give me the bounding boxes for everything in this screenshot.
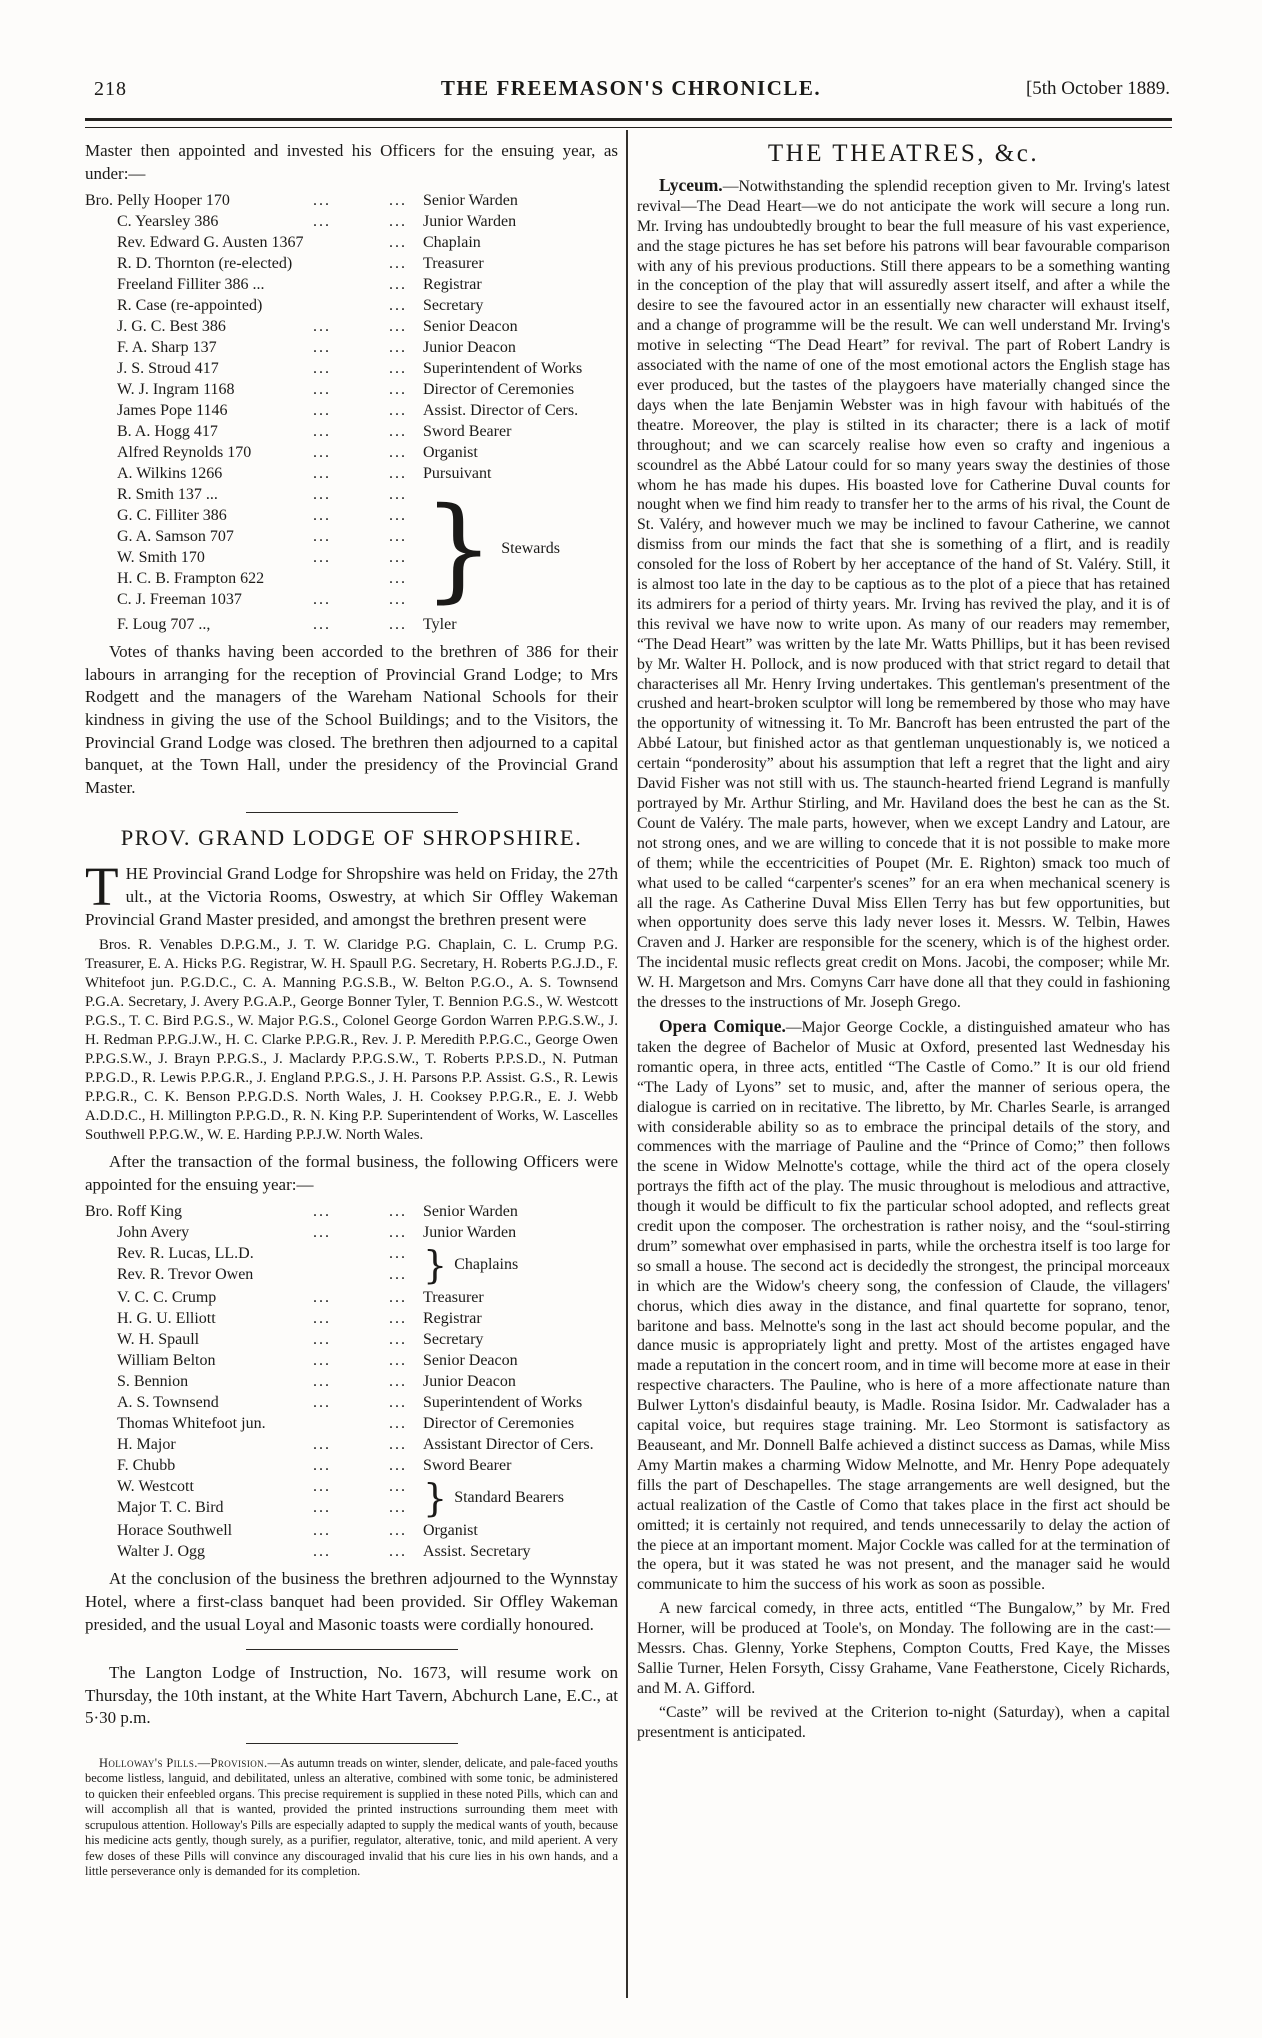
- chaplain-row: [85, 1264, 423, 1285]
- leader-dots: ...: [313, 381, 331, 399]
- officer-row: [85, 1371, 618, 1392]
- officer-role: Director of Ceremonies: [423, 381, 575, 399]
- officer-name: Freeland Filliter 386 ...: [117, 276, 265, 294]
- leader-dots: ...: [389, 213, 407, 231]
- shropshire-intro-paragraph: [85, 856, 618, 931]
- officer-name: R. Smith 137 ...: [117, 486, 218, 504]
- officer-row: [85, 400, 618, 421]
- officer-rows: [85, 1520, 618, 1562]
- leader-dots: ...: [389, 507, 407, 525]
- leader-dots: ...: [389, 591, 407, 609]
- leader-dots: ...: [389, 549, 407, 567]
- leader-dots: ...: [389, 1331, 407, 1349]
- officer-name: R. Case (re-appointed): [117, 297, 263, 315]
- leader-dots: ...: [389, 1203, 407, 1221]
- drop-cap: T: [85, 856, 119, 918]
- officer-name: J. G. C. Best 386: [117, 318, 226, 336]
- officer-name: Roff King: [117, 1203, 183, 1221]
- holloways-pills-ad: [85, 1756, 618, 1880]
- leader-dots: ...: [389, 1224, 407, 1242]
- theatres-heading: THE THEATRES, &c.: [767, 140, 1040, 167]
- officer-name: G. A. Samson 707: [117, 528, 234, 546]
- officer-name: W. H. Spaull: [117, 1331, 200, 1349]
- masthead-title: THE FREEMASON'S CHRONICLE.: [440, 76, 822, 100]
- opera-comique-paragraph: [637, 1017, 1170, 1595]
- officer-role: Senior Warden: [423, 192, 518, 210]
- leader-dots: ...: [313, 1373, 331, 1391]
- standard-bearer-row: [85, 1497, 423, 1518]
- leader-dots: ...: [313, 1289, 331, 1307]
- leader-dots: ...: [389, 381, 407, 399]
- officer-row: [85, 295, 618, 316]
- leader-dots: ...: [389, 1543, 407, 1561]
- page-number: 218: [94, 78, 127, 100]
- officer-role: Senior Deacon: [423, 1352, 518, 1370]
- leader-dots: ...: [389, 276, 407, 294]
- stewards-names: [85, 484, 423, 614]
- leader-dots: ...: [313, 1310, 331, 1328]
- leader-dots: ...: [389, 570, 407, 588]
- leader-dots: ...: [389, 1478, 407, 1496]
- leader-dots: ...: [313, 1203, 331, 1221]
- officer-name: John Avery: [117, 1224, 190, 1242]
- shropshire-intro-text: HE Provincial Grand Lodge for Shropshire was held on Friday, the 27th ult., at the Victoria Rooms, Oswestry, at which Sir Offley Wakeman Provincial Grand Master presided, and amongst the brethren present were: [85, 864, 618, 929]
- dorset-officers-list: [85, 190, 618, 635]
- officer-name: Rev. Edward G. Austen 1367: [117, 234, 304, 252]
- officer-name: A. S. Townsend: [117, 1394, 219, 1412]
- lyceum-text: —Notwithstanding the splendid reception given to Mr. Irving's latest revival—The Dead Heart—we do not anticipate the work will secure a long run. Mr. Irving has undoubtedly brought to bear the full measure of his vast experience, and the stage pictures he has set before his patrons will bear favourable comparison with any of his previous productions. Still there appears to be a something wanting in the conception of the play that will assuredly assert itself, and after a while the desire to see the favoured actor in an essentially new character will exhaust itself, and a change of programme will be the result. We can well understand Mr. Irving's motive in selecting “The Dead Heart” for revival. The part of Robert Landry is associated with the name of one of the most emotional actors the English stage has ever produced, but the tastes of the playgoers have materially changed since the days when the late Benjamin Webster was in high favour with habitués of the theatre. Moreover, the play is stilted in its character; there is a lack of motif throughout; and we can scarcely realise how even so crafty and ingenious a scoundrel as the Abbé Latour could for so many years sway the destinies of those whom he has made his dupes. His boasted love for Catherine Duval counts for nought when we find him ready to transfer her to the arms of his rival, the Count de St. Valéry, and however much we may be inclined to favour Catherine, we cannot dismiss from our minds the fact that she is something of a flirt, and is readily consoled for the loss of Robert by her acceptance of the hand of St. Valéry. Still, it is almost too late in the day to be captious as to the plot of a piece that has retained its admirers for a period of thirty years. Mr. Irving has revived the play, and it is of this revival we have now to write upon. As many of our readers may remember, “The Dead Heart” was written by the late Mr. Watts Phillips, but it has been revised by Mr. Walter H. Pollock, and is now produced with that strict regard to detail that characterises all Mr. Henry Irving undertakes. This gentleman's presentment of the crushed and heart-broken sculptor will long be remembered by those who may have the opportunity of witnessing it. To Mr. Bancroft has been entrusted the part of the Abbé Latour, but finished actor as that gentleman unquestionably is, we noticed a certain “ponderosity” about his assumption that left a regret that the light and airy David Fisher was not still with us. The staunch-hearted friend Legrand is manfully portrayed by Mr. Arthur Stirling, and Mr. Haviland does the best he can as the St. Count de Valéry. The male parts, however, when we except Landry and Latour, are not strong ones, and we are willing to concede that it is not possible to make more of them; while the eccentricities of Poupet (Mr. E. Righton) smack too much of what used to be called “carpenter's scenes” for an era when mechanical scenery is all the rage. As Catherine Duval Miss Ellen Terry has but few opportunities, but when opportunity does serve this lady never loses it. Messrs. W. Telbin, Hawes Craven and J. Harker are responsible for the scenery, which is of the highest order. The incidental music reflects great credit on Mons. Jacobi, the composer; while Mr. W. H. Margetson and Mrs. Comyns Carr have done all that they could in fashioning the dresses to the instructions of Mr. Joseph Grego.: [637, 177, 1170, 1012]
- standard-bearers-brace: }: [423, 1476, 448, 1521]
- officer-rows: [85, 1287, 618, 1476]
- officer-role: Secretary: [423, 297, 484, 315]
- officer-row: [85, 379, 618, 400]
- leader-dots: ...: [389, 1266, 407, 1284]
- officer-row: [85, 1541, 618, 1562]
- officer-role: Treasurer: [423, 1289, 484, 1307]
- steward-row: [85, 505, 423, 526]
- officer-role: Sword Bearer: [423, 423, 512, 441]
- lyceum-paragraph: [637, 176, 1170, 1013]
- officer-role: Junior Warden: [423, 213, 517, 231]
- standard-bearers-group: [85, 1476, 618, 1520]
- officer-role: Registrar: [423, 1310, 482, 1328]
- leader-dots: ...: [313, 1394, 331, 1412]
- officer-role: Organist: [423, 444, 478, 462]
- officer-row: [85, 463, 618, 484]
- stewards-group: [85, 484, 618, 614]
- issue-date: [5th October 1889.: [1025, 78, 1170, 99]
- leader-dots: ...: [313, 1436, 331, 1454]
- officer-row: [85, 358, 618, 379]
- chaplains-brace: }: [423, 1243, 448, 1288]
- officer-role: Sword Bearer: [423, 1457, 512, 1475]
- officer-role: Superintendent of Works: [423, 360, 583, 378]
- leader-dots: ...: [313, 1522, 331, 1540]
- officer-role: Organist: [423, 1522, 478, 1540]
- leader-dots: ...: [313, 444, 331, 462]
- leader-dots: ...: [313, 486, 331, 504]
- leader-dots: ...: [313, 360, 331, 378]
- officer-name: H. G. U. Elliott: [117, 1310, 216, 1328]
- leader-dots: ...: [313, 1499, 331, 1517]
- steward-row: [85, 589, 423, 610]
- officer-name: H. Major: [117, 1436, 176, 1454]
- leader-dots: ...: [389, 1415, 407, 1433]
- officer-name: F. Loug 707 ..,: [117, 616, 211, 634]
- officer-row: [85, 1287, 618, 1308]
- officer-name: Rev. R. Lucas, LL.D.: [117, 1245, 254, 1263]
- leader-dots: ...: [389, 465, 407, 483]
- officer-prefix: Bro.: [85, 192, 113, 210]
- officer-name: C. Yearsley 386: [117, 213, 219, 231]
- leader-dots: ...: [389, 255, 407, 273]
- chaplains-label: Chaplains: [454, 1256, 519, 1274]
- officer-role: Director of Ceremonies: [423, 1415, 575, 1433]
- officer-name: W. Westcott: [117, 1478, 194, 1496]
- leader-dots: ...: [313, 1543, 331, 1561]
- leader-dots: ...: [313, 1478, 331, 1496]
- officer-role: Assist. Director of Cers.: [423, 402, 579, 420]
- officer-row: [85, 614, 618, 635]
- stewards-label: Stewards: [501, 540, 560, 558]
- officer-role: Secretary: [423, 1331, 484, 1349]
- officer-row: [85, 1201, 618, 1222]
- leader-dots: ...: [313, 1224, 331, 1242]
- officer-name: Rev. R. Trevor Owen: [117, 1266, 254, 1284]
- officer-name: A. Wilkins 1266: [117, 465, 223, 483]
- right-column: [637, 140, 1170, 1743]
- officer-role: Chaplain: [423, 234, 481, 252]
- leader-dots: ...: [313, 1331, 331, 1349]
- langton-lodge-paragraph: The Langton Lodge of Instruction, No. 1673, will resume work on Thursday, the 10th instant, at the White Hart Tavern, Abchurch Lane, E.C., at 5·30 p.m.: [85, 1663, 618, 1728]
- leader-dots: ...: [313, 192, 331, 210]
- leader-dots: ...: [313, 465, 331, 483]
- officer-row: [85, 1308, 618, 1329]
- officer-row: [85, 1413, 618, 1434]
- officer-name: W. J. Ingram 1168: [117, 381, 235, 399]
- officer-name: F. Chubb: [117, 1457, 176, 1475]
- header-rule: [85, 118, 1172, 128]
- officer-name: James Pope 1146: [117, 402, 228, 420]
- leader-dots: ...: [389, 1394, 407, 1412]
- officer-name: R. D. Thornton (re-elected): [117, 255, 293, 273]
- leader-dots: ...: [313, 549, 331, 567]
- leader-dots: ...: [389, 360, 407, 378]
- leader-dots: ...: [389, 402, 407, 420]
- officer-role: Assist. Secretary: [423, 1543, 531, 1561]
- officers-intro-paragraph: Master then appointed and invested his Officers for the ensuing year, as under:—: [85, 141, 618, 183]
- leader-dots: ...: [389, 1289, 407, 1307]
- officer-row: [85, 1455, 618, 1476]
- chaplain-row: [85, 1243, 423, 1264]
- standard-bearers-names: [85, 1476, 423, 1520]
- leader-dots: ...: [313, 591, 331, 609]
- officer-role: Superintendent of Works: [423, 1394, 583, 1412]
- steward-row: [85, 568, 423, 589]
- officer-name: W. Smith 170: [117, 549, 205, 567]
- officer-role: Junior Deacon: [423, 1373, 516, 1391]
- officer-row: [85, 1222, 618, 1243]
- left-column: [85, 140, 618, 1880]
- officer-row: [85, 1520, 618, 1541]
- shropshire-officers-list: [85, 1201, 618, 1562]
- leader-dots: ...: [389, 444, 407, 462]
- officer-name: J. S. Stroud 417: [117, 360, 219, 378]
- bungalow-paragraph: A new farcical comedy, in three acts, entitled “The Bungalow,” by Mr. Fred Horner, will be produced at Toole's, on Monday. The following are in the cast:—Messrs. Chas. Glenny, Yorke Stephens, Compton Coutts, Fred Kaye, the Misses Sallie Turner, Helen Forsyth, Cissy Grahame, Vane Featherstone, Cicely Richards, and M. A. Gifford.: [637, 1600, 1170, 1697]
- leader-dots: ...: [389, 1457, 407, 1475]
- steward-row: [85, 484, 423, 505]
- leader-dots: ...: [389, 318, 407, 336]
- leader-dots: ...: [313, 339, 331, 357]
- votes-of-thanks-paragraph: Votes of thanks having been accorded to the brethren of 386 for their labours in arranging for the reception of Provincial Grand Lodge; to Mrs Rodgett and the managers of the Wareham National Schools for their kindness in giving the use of the School Buildings; and to the Visitors, the Provincial Grand Lodge was closed. The brethren then adjourned to a capital banquet, at the Town Hall, under the presidency of the Provincial Grand Master.: [85, 642, 618, 797]
- officer-name: F. A. Sharp 137: [117, 339, 217, 357]
- leader-dots: ...: [313, 318, 331, 336]
- after-business-paragraph: After the transaction of the formal business, the following Officers were appointed for the ensuing year:—: [85, 1152, 618, 1194]
- leader-dots: ...: [389, 528, 407, 546]
- officer-name: Horace Southwell: [117, 1522, 233, 1540]
- officer-row: [85, 421, 618, 442]
- lyceum-lead: Lyceum.: [659, 174, 723, 195]
- leader-dots: ...: [389, 616, 407, 634]
- caste-paragraph: “Caste” will be revived at the Criterion to-night (Saturday), when a capital presentment is anticipated.: [637, 1703, 1170, 1741]
- officer-row: [85, 253, 618, 274]
- leader-dots: ...: [313, 528, 331, 546]
- officer-row: [85, 190, 618, 211]
- leader-dots: ...: [389, 486, 407, 504]
- opera-comique-lead: Opera Comique.: [659, 1015, 786, 1036]
- leader-dots: ...: [389, 339, 407, 357]
- leader-dots: ...: [313, 507, 331, 525]
- chaplains-group: [85, 1243, 618, 1287]
- officer-name: S. Bennion: [117, 1373, 189, 1391]
- leader-dots: ...: [313, 1352, 331, 1370]
- officer-name: Alfred Reynolds 170: [117, 444, 252, 462]
- officer-row: [85, 337, 618, 358]
- leader-dots: ...: [389, 1499, 407, 1517]
- leader-dots: ...: [389, 1310, 407, 1328]
- officer-role: Treasurer: [423, 255, 484, 273]
- leader-dots: ...: [313, 1457, 331, 1475]
- leader-dots: ...: [389, 1522, 407, 1540]
- officer-row: [85, 232, 618, 253]
- section-divider: [246, 812, 458, 813]
- leader-dots: ...: [389, 234, 407, 252]
- officer-name: V. C. C. Crump: [117, 1289, 217, 1307]
- leader-dots: ...: [313, 213, 331, 231]
- opera-comique-text: —Major George Cockle, a distinguished amateur who has taken the degree of Bachelor of Music at Oxford, presented last Wednesday his romantic opera, in three acts, entitled “The Castle of Como.” It is our old friend “The Lady of Lyons” set to music, and, after the manner of serious opera, the dialogue is carried on in recitative. The libretto, by Mr. Charles Searle, is arranged with considerable ability so as to embrace the principal details of the story, and commences with the marriage of Pauline and the “Prince of Como;” then follows the scene in Widow Melnotte's cottage, while the third act of the opera closely portrays the fifth act of the play. The music throughout is melodious and attractive, though it would be difficult to fix the particular school adopted, and reflects great credit upon the composer. The orchestration is rather noisy, and the “soul-stirring drum” somewhat over emphasised in parts, while the orchestra itself is too large for so small a house. The second act is decidedly the strongest, the principal morceaux in which are the Widow's cheery song, the confession of Claude, the villagers' chorus, which dies away in the distance, and final quartette for soprano, tenor, baritone and bass. Melnotte's song in the last act should become popular, and the dance music is appropriately light and pretty. Most of the artistes engaged have made a reputation in the concert room, and in time will become more at ease in their respective characters. The Pauline, who is here of a more affectionate nature than Bulwer Lytton's disdainful beauty, is Madle. Rosina Isidor. Mr. Cadwalader has a capital voice, but requires stage training. Mr. Leo Stormont is satisfactory as Beauseant, and Mr. Donnell Balfe achieved a distinct success as Damas, while Miss Amy Martin makes a charming Widow Melnotte, and Mr. Henry Pope adequately fills the part of Deschapelles. The stage arrangements are well designed, but the actual realization of the Castle of Como that takes place in the first act should be omitted; it is certainly not required, and tends unnecessarily to delay the action of the piece at an important moment. Major Cockle was called for at the termination of the opera, but it was stated he was not present, and the manager said he would communicate to him the success of his work as soon as possible.: [637, 1018, 1170, 1594]
- officer-role: Tyler: [423, 616, 457, 634]
- leader-dots: ...: [389, 423, 407, 441]
- standard-bearers-label: Standard Bearers: [454, 1489, 564, 1507]
- officer-role: Registrar: [423, 276, 482, 294]
- officer-rows-end: [85, 614, 618, 635]
- officer-row: [85, 1392, 618, 1413]
- leader-dots: ...: [389, 192, 407, 210]
- leader-dots: ...: [313, 616, 331, 634]
- officer-rows: [85, 190, 618, 484]
- officer-row: [85, 442, 618, 463]
- officer-row: [85, 1434, 618, 1455]
- conclusion-paragraph: At the conclusion of the business the brethren adjourned to the Wynnstay Hotel, where a first-class banquet had been provided. Sir Offley Wakeman presided, and the usual Loyal and Masonic toasts were cordially honoured.: [85, 1569, 618, 1634]
- leader-dots: ...: [313, 423, 331, 441]
- officer-row: [85, 1350, 618, 1371]
- officer-name: Thomas Whitefoot jun.: [117, 1415, 266, 1433]
- officer-name: B. A. Hogg 417: [117, 423, 218, 441]
- leader-dots: ...: [389, 1352, 407, 1370]
- officer-name: William Belton: [117, 1352, 216, 1370]
- ad-body-text: As autumn treads on winter, slender, delicate, and pale-faced youths become listless, languid, and debilitated, unless an alterative, combined with some tonic, be administered to quicken their enfeebled organs. This precise requirement is supplied in these noted Pills, which can and will accomplish all that is wanted, provided the printed instructions surrounding them meet with scrupulous attention. Holloway's Pills are especially adapted to supply the medical wants of youth, because his medicine acts gently, though surely, as a purifier, regulator, alterative, tonic, and mild aperient. A very few doses of these Pills will convince any discouraged invalid that his cure lies in his own hands, and a little perseverance only is demanded for its completion.: [85, 1755, 618, 1879]
- leader-dots: ...: [389, 1373, 407, 1391]
- officer-row: [85, 316, 618, 337]
- shropshire-heading: PROV. GRAND LODGE OF SHROPSHIRE.: [120, 825, 583, 851]
- officer-row: [85, 274, 618, 295]
- section-divider: [246, 1743, 458, 1744]
- officer-role: Senior Deacon: [423, 318, 518, 336]
- chaplains-names: [85, 1243, 423, 1287]
- steward-row: [85, 526, 423, 547]
- officer-role: Senior Warden: [423, 1203, 518, 1221]
- ad-lead-text: Holloway's Pills.—Provision.—: [99, 1755, 281, 1770]
- officer-row: [85, 1329, 618, 1350]
- standard-bearer-row: [85, 1476, 423, 1497]
- stewards-brace: }: [423, 484, 495, 615]
- leader-dots: ...: [313, 402, 331, 420]
- officer-name: Major T. C. Bird: [117, 1499, 224, 1517]
- attendees-paragraph: Bros. R. Venables D.P.G.M., J. T. W. Claridge P.G. Chaplain, C. L. Crump P.G. Treasurer, E. A. Hicks P.G. Registrar, W. H. Spaull P.G. Secretary, H. Roberts P.G.J.D., F. Whitefoot jun. P.G.D.C., C. A. Manning P.G.S.B., W. Belton P.G.O., A. S. Townsend P.G.A. Secretary, J. Avery P.G.A.P., George Bonner Tyler, T. Bennion P.G.S., W. Westcott P.G.S., T. C. Bird P.G.S., W. Major P.G.S., Colonel George Gordon Warren P.P.G.S.W., J. H. Redman P.P.G.J.W., H. C. Clarke P.P.G.R., Rev. J. P. Meredith P.P.G.C., George Owen P.P.G.S.W., J. Brayn P.P.G.S., J. Maclardy P.P.G.S.W., T. Roberts P.P.S.D., N. Putman P.P.G.D., R. Lewis P.P.G.R., J. England P.P.G.S., J. H. Parsons P.P. Assist. G.S., R. Lewis P.P.G.R., C. K. Benson P.P.G.D.S. North Wales, J. H. Cooksey P.P.G.R., E. J. Webb A.D.D.C., H. Millington P.P.G.D., R. N. King P.P. Superintendent of Works, W. Lascelles Southwell P.P.G.W., W. E. Harding P.P.J.W. North Wales.: [85, 937, 618, 1144]
- officer-rows: [85, 1201, 618, 1243]
- leader-dots: ...: [389, 1245, 407, 1263]
- officer-role: Pursuivant: [423, 465, 492, 483]
- section-divider: [246, 1649, 458, 1650]
- officer-role: Assistant Director of Cers.: [423, 1436, 594, 1454]
- officer-row: [85, 211, 618, 232]
- column-divider: [626, 130, 628, 1998]
- officer-prefix: Bro.: [85, 1203, 113, 1221]
- steward-row: [85, 547, 423, 568]
- officer-role: Junior Warden: [423, 1224, 517, 1242]
- officer-role: Junior Deacon: [423, 339, 516, 357]
- officer-name: H. C. B. Frampton 622: [117, 570, 265, 588]
- officer-name: G. C. Filliter 386: [117, 507, 227, 525]
- officer-name: C. J. Freeman 1037: [117, 591, 242, 609]
- leader-dots: ...: [389, 1436, 407, 1454]
- officer-name: Walter J. Ogg: [117, 1543, 206, 1561]
- leader-dots: ...: [389, 297, 407, 315]
- officer-name: Pelly Hooper 170: [117, 192, 230, 210]
